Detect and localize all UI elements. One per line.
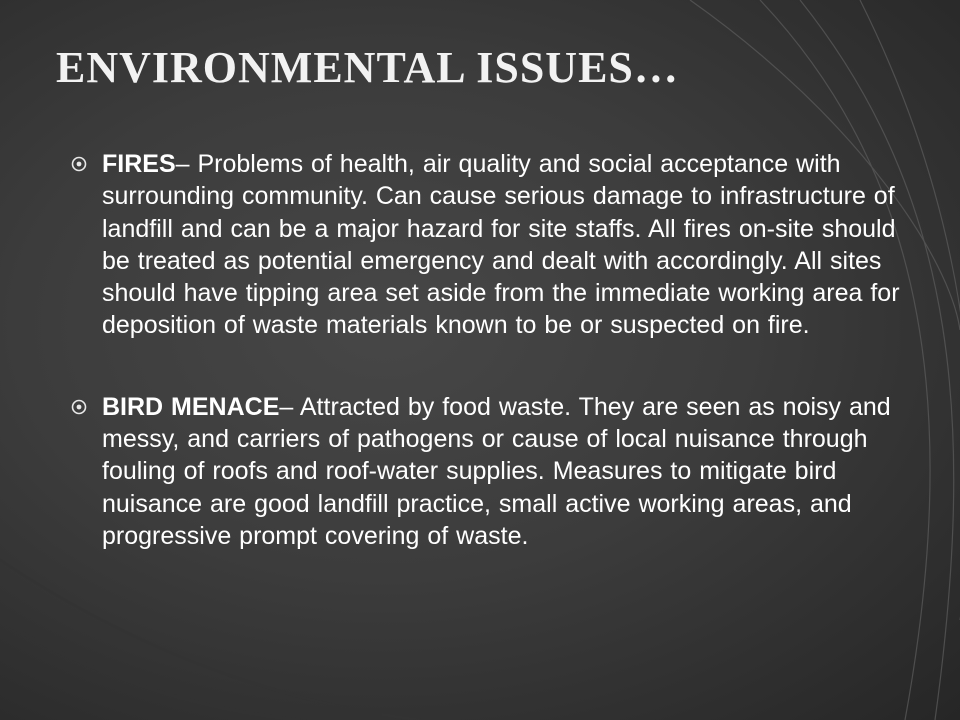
bullet-term: BIRD MENACE bbox=[102, 392, 280, 421]
circled-dot-icon bbox=[71, 399, 87, 415]
bullet-list bbox=[66, 148, 916, 601]
bullet-term: FIRES bbox=[102, 150, 176, 178]
circled-dot-icon bbox=[71, 156, 87, 172]
bullet-item-bird-menace bbox=[66, 391, 916, 552]
bullet-text: – Attracted by food waste. They are seen as noisy and messy, and carriers of pathogens or cause of local nuisance through fouling of roofs and roof-water supplies. Measures to mitigate bird nuisance are good landfill practice, small active working areas, and progressive prompt covering of waste. bbox=[102, 392, 891, 550]
bullet-text: – Problems of health, air quality and social acceptance with surrounding community. Can cause serious damage to infrastructure of landfill and can be a major hazard for site staffs. All fires on-site should be treated as potential emergency and dealt with accordingly. All sites should have tipping area set aside from the immediate working area for deposition of waste materials known to be or suspected on fire. bbox=[102, 150, 900, 340]
bullet-item-fires bbox=[66, 148, 916, 342]
slide-title: ENVIRONMENTAL ISSUES… bbox=[56, 43, 679, 92]
